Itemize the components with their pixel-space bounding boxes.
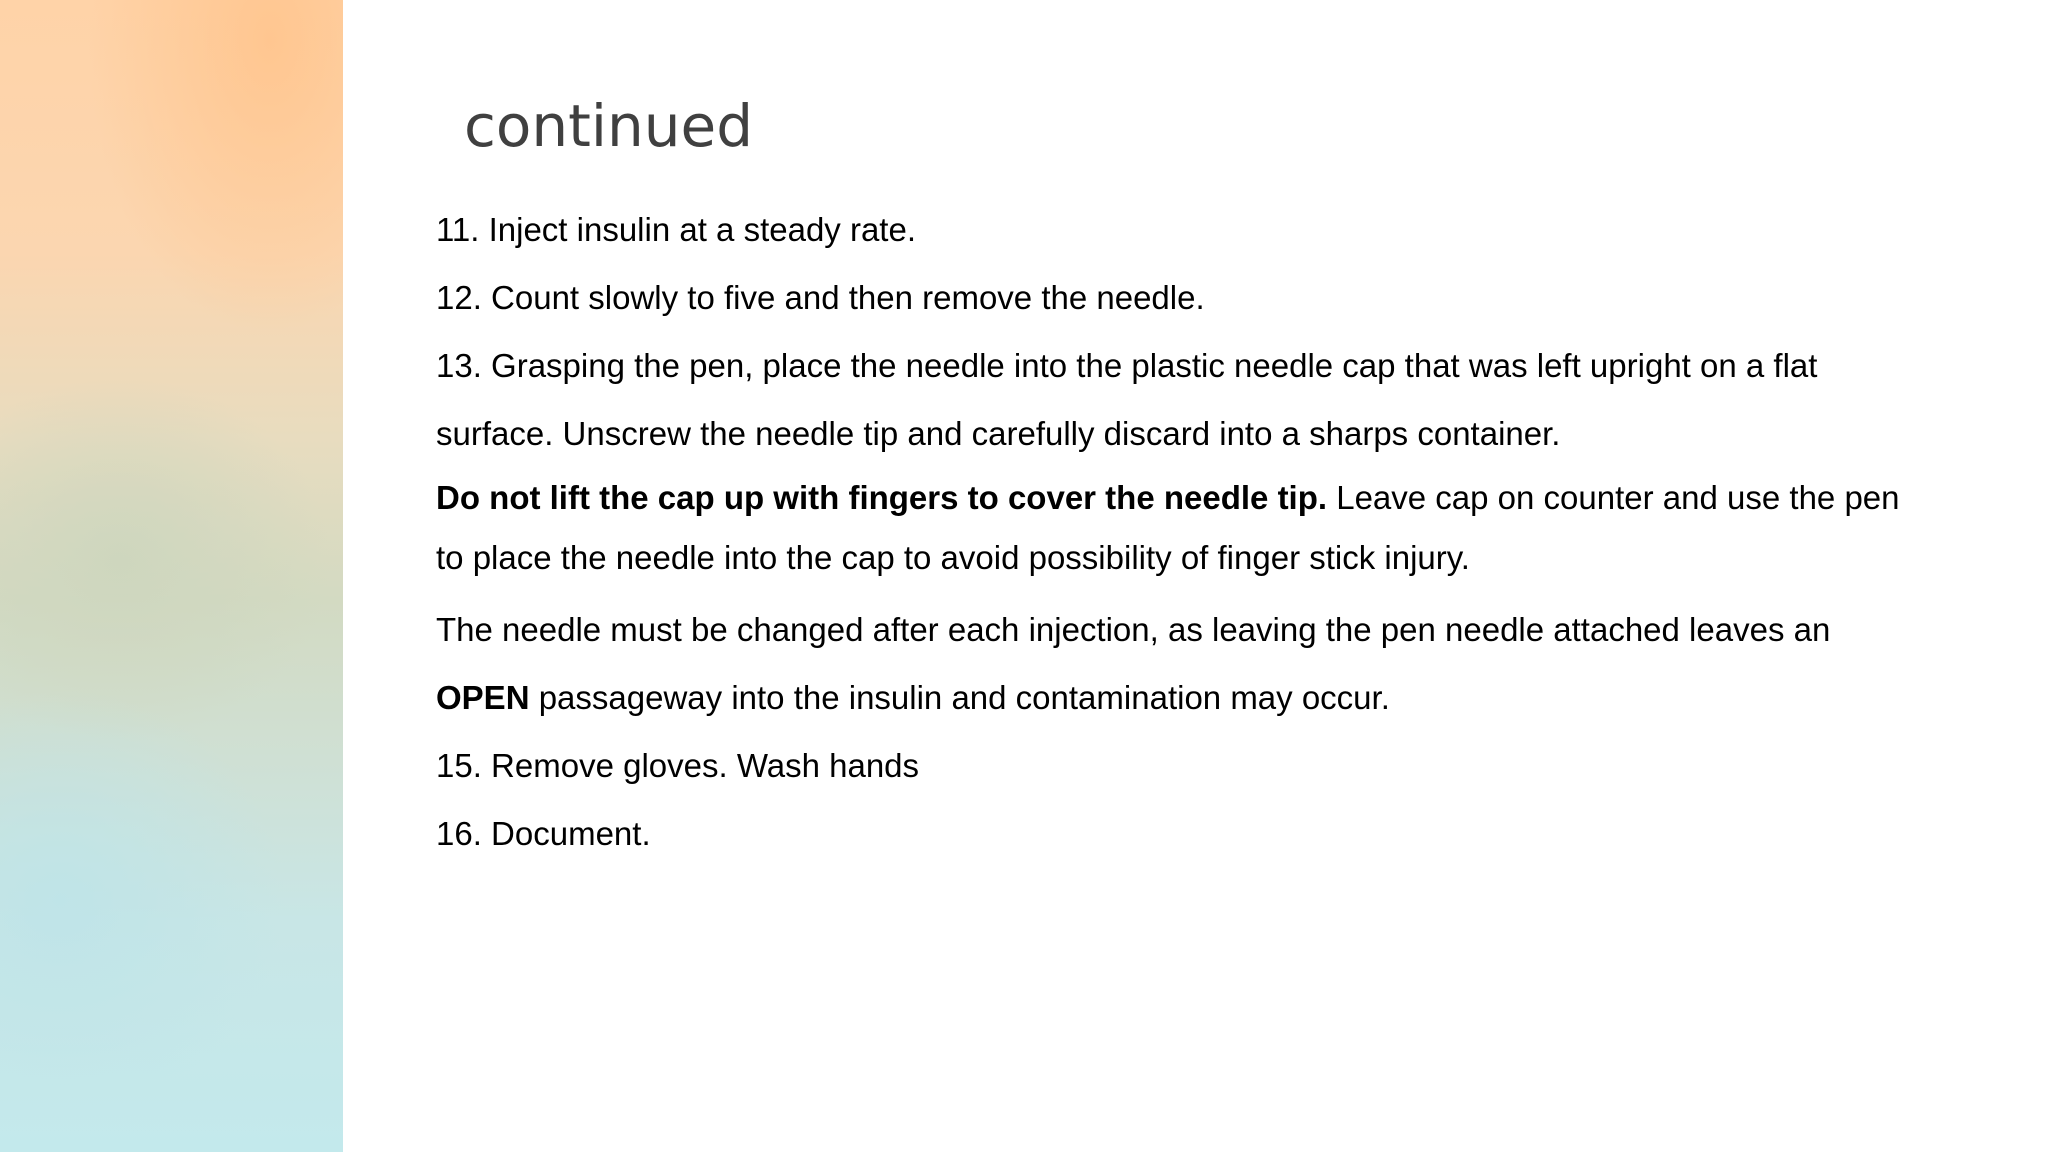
instruction-list bbox=[436, 196, 2016, 868]
needle-change-line-1: The needle must be changed after each injection, as leaving the pen needle attached leaves an bbox=[436, 611, 1831, 648]
cap-warning-line-2: to place the needle into the cap to avoid possibility of finger stick injury. bbox=[436, 539, 1470, 576]
step-12: 12. Count slowly to five and then remove the needle. bbox=[436, 279, 1205, 316]
step-13-line-2: surface. Unscrew the needle tip and carefully discard into a sharps container. bbox=[436, 415, 1561, 452]
needle-change-text: passageway into the insulin and contamination may occur. bbox=[529, 679, 1390, 716]
slide-content bbox=[436, 0, 2016, 1152]
cap-warning-bold: Do not lift the cap up with fingers to cover the needle tip. bbox=[436, 479, 1328, 516]
step-13-line-1: 13. Grasping the pen, place the needle into the plastic needle cap that was left upright on a flat bbox=[436, 347, 1818, 384]
step-15: 15. Remove gloves. Wash hands bbox=[436, 747, 920, 784]
cap-warning-line-1 bbox=[436, 468, 2016, 528]
step-16: 16. Document. bbox=[436, 815, 651, 852]
decorative-gradient-panel bbox=[0, 0, 343, 1152]
slide-title: continued bbox=[464, 92, 754, 160]
step-11: 11. Inject insulin at a steady rate. bbox=[436, 211, 916, 248]
needle-change-line-2 bbox=[436, 664, 2016, 732]
cap-warning-text: Leave cap on counter and use the pen bbox=[1327, 479, 1900, 516]
open-emphasis: OPEN bbox=[436, 679, 530, 716]
